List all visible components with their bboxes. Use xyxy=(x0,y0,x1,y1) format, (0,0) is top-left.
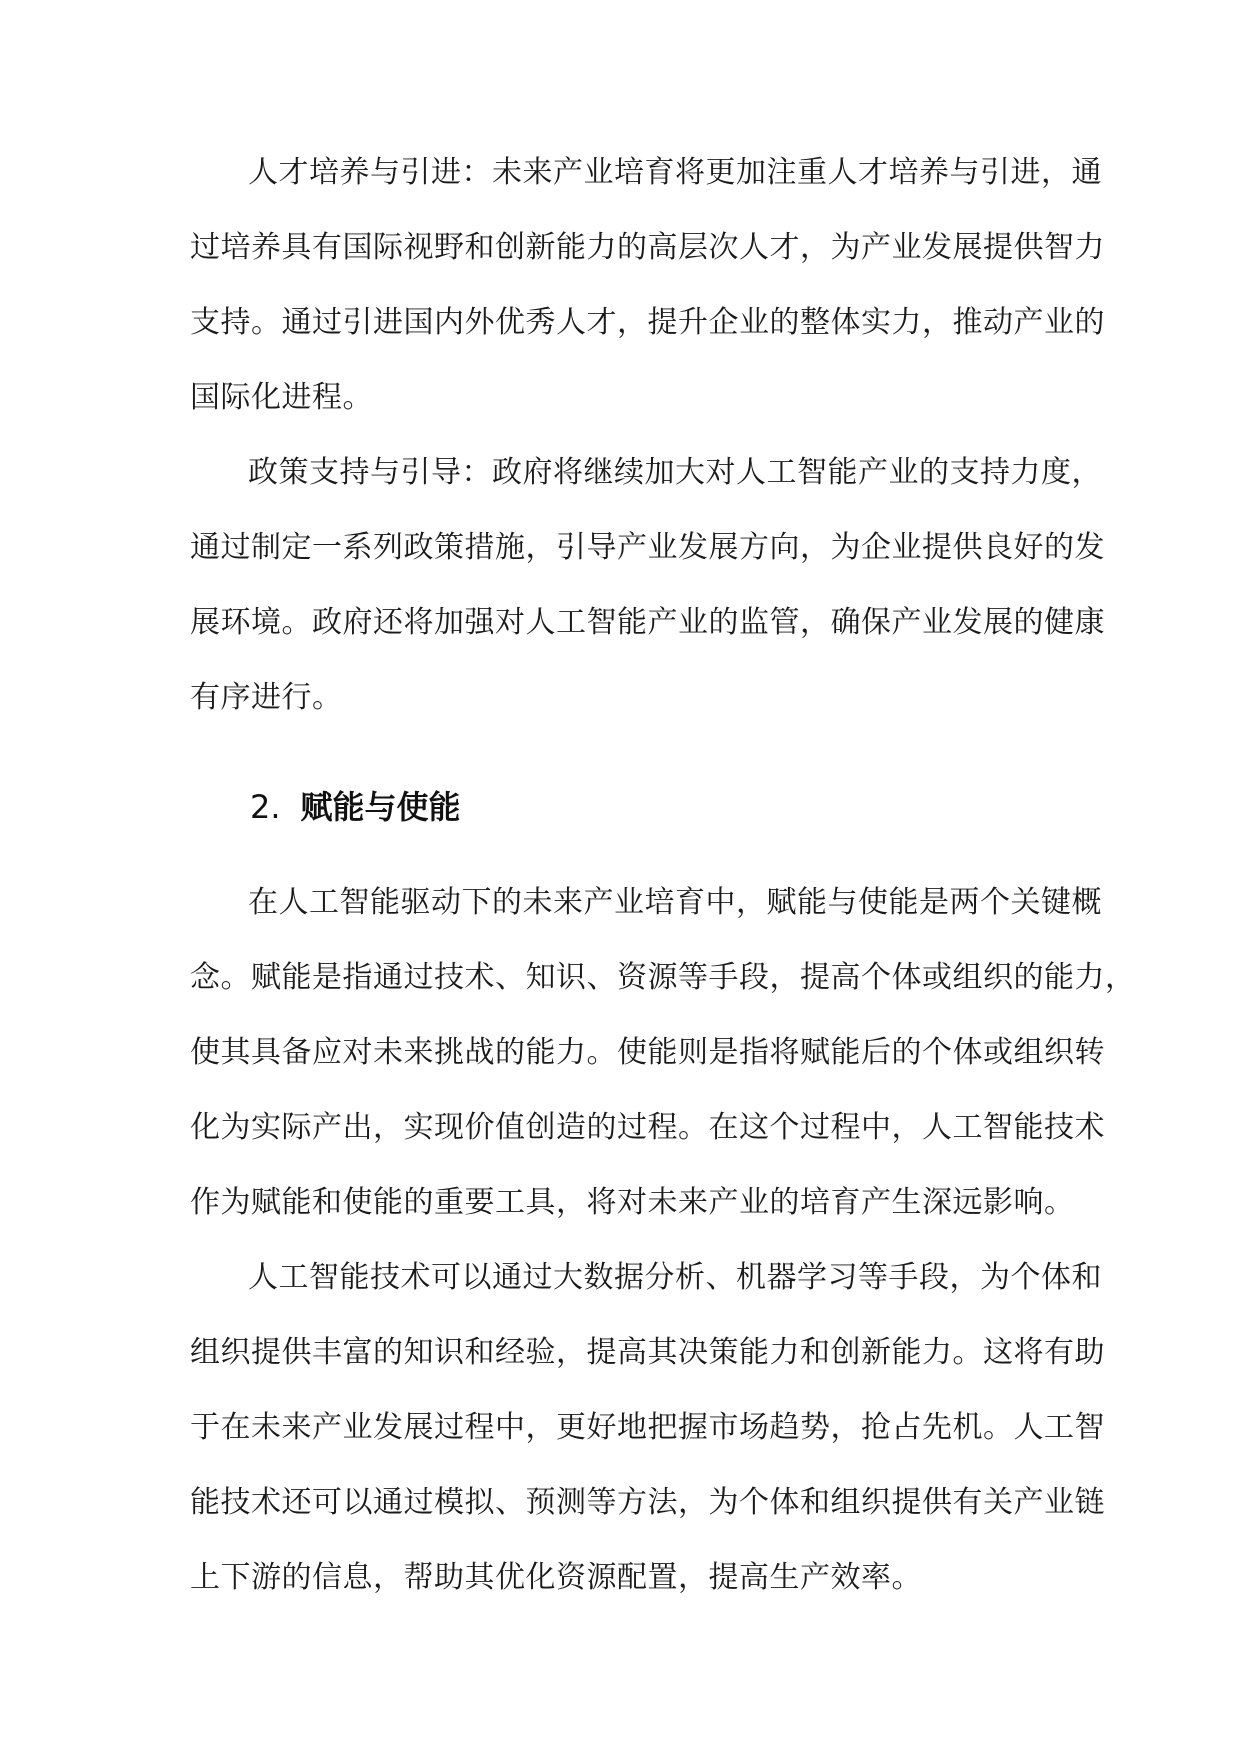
text-line: 能技术还可以通过模拟、预测等方法，为个体和组织提供有关产业链 xyxy=(190,1485,1105,1520)
text-line: 念。赋能是指通过技术、知识、资源等手段，提高个体或组织的能力， xyxy=(190,960,1136,995)
section-number: 2. xyxy=(250,788,281,826)
paragraph-talent xyxy=(190,135,1105,435)
text-line: 组织提供丰富的知识和经验，提高其决策能力和创新能力。这将有助 xyxy=(190,1335,1105,1370)
text-line: 展环境。政府还将加强对人工智能产业的监管，确保产业发展的健康 xyxy=(190,605,1105,640)
text-line: 在人工智能驱动下的未来产业培育中，赋能与使能是两个关键概 xyxy=(248,885,1102,920)
text-line: 政策支持与引导：政府将继续加大对人工智能产业的支持力度， xyxy=(248,455,1102,490)
paragraph-ai-tech xyxy=(190,1240,1105,1615)
paragraph-policy xyxy=(190,435,1105,735)
paragraph-empowerment xyxy=(190,865,1136,1240)
section-title: 赋能与使能 xyxy=(300,788,461,826)
text-line: 人工智能技术可以通过大数据分析、机器学习等手段，为个体和 xyxy=(248,1260,1102,1295)
text-line: 于在未来产业发展过程中，更好地把握市场趋势，抢占先机。人工智 xyxy=(190,1410,1105,1445)
text-line: 上下游的信息，帮助其优化资源配置，提高生产效率。 xyxy=(190,1560,922,1595)
text-line: 作为赋能和使能的重要工具，将对未来产业的培育产生深远影响。 xyxy=(190,1185,1075,1220)
section-heading xyxy=(250,782,461,832)
text-line: 人才培养与引进：未来产业培育将更加注重人才培养与引进，通 xyxy=(248,155,1102,190)
text-line: 过培养具有国际视野和创新能力的高层次人才，为产业发展提供智力 xyxy=(190,230,1105,265)
text-line: 支持。通过引进国内外优秀人才，提升企业的整体实力，推动产业的 xyxy=(190,305,1105,340)
text-line: 国际化进程。 xyxy=(190,380,373,415)
text-line: 化为实际产出，实现价值创造的过程。在这个过程中，人工智能技术 xyxy=(190,1110,1105,1145)
text-line: 通过制定一系列政策措施，引导产业发展方向，为企业提供良好的发 xyxy=(190,530,1105,565)
text-line: 有序进行。 xyxy=(190,680,343,715)
text-line: 使其具备应对未来挑战的能力。使能则是指将赋能后的个体或组织转 xyxy=(190,1035,1105,1070)
